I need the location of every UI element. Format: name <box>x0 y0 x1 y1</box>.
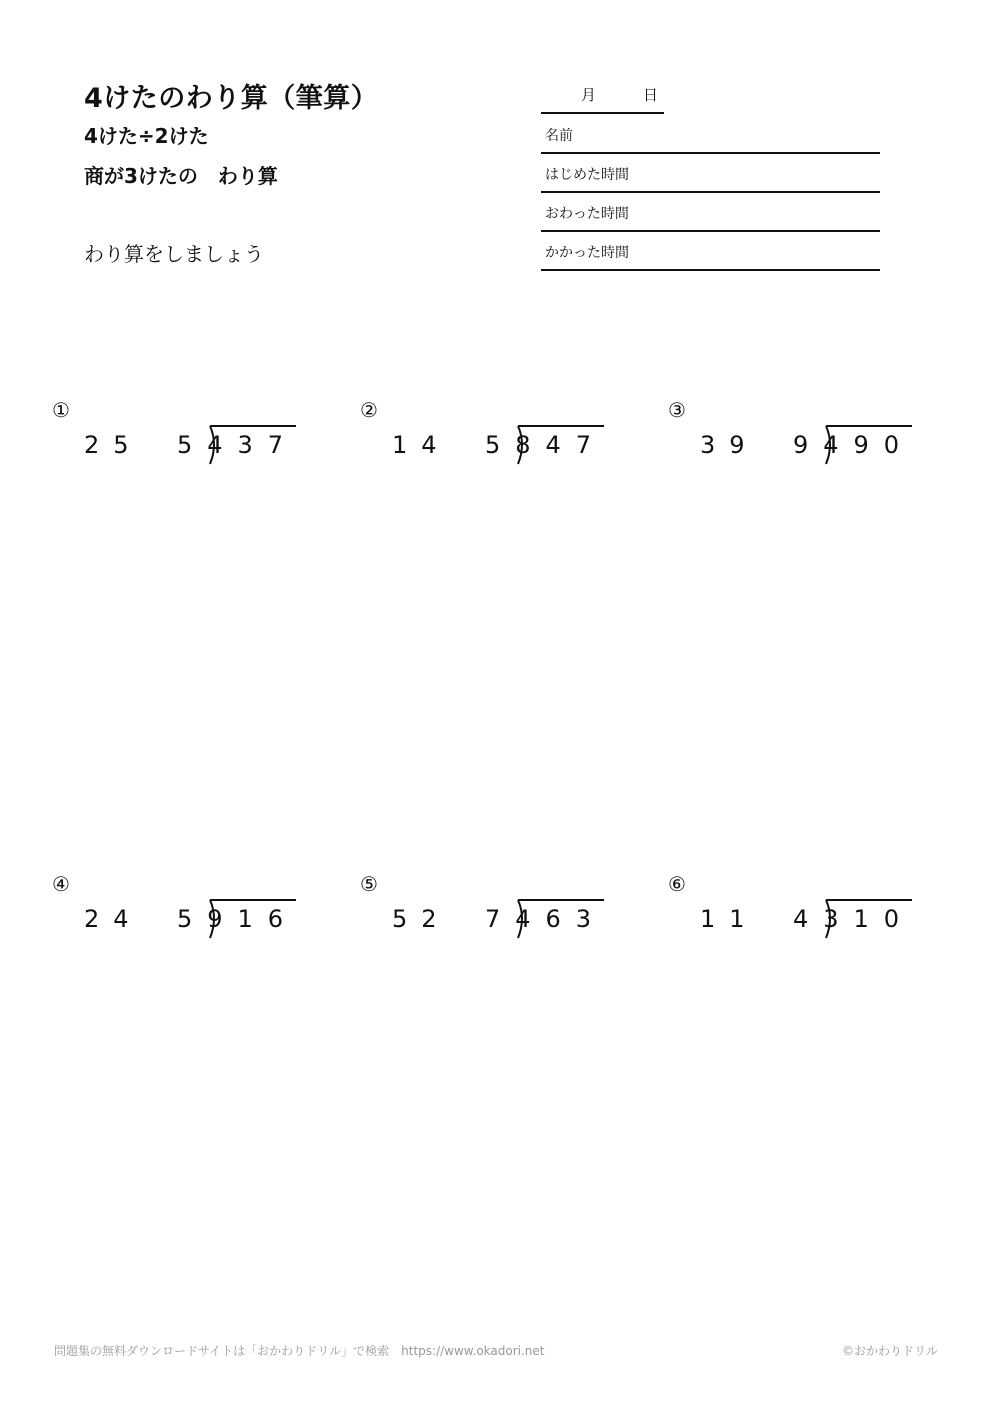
footer-copyright: ©おかわりドリル <box>841 1344 938 1358</box>
problem-6 <box>668 872 918 952</box>
problem-2 <box>360 398 610 478</box>
instruction-text: わり算をしましょう <box>84 242 264 266</box>
problem-5 <box>360 872 610 952</box>
problem-1 <box>52 398 302 478</box>
divisor: 24 <box>84 905 143 933</box>
problem-number: ② <box>360 398 378 422</box>
page-title: 4けたのわり算（筆算） <box>84 83 379 114</box>
start-time-label: はじめた時間 <box>545 167 629 183</box>
day-label: 日 <box>643 86 659 104</box>
problem-4 <box>52 872 302 952</box>
problem-number: ⑤ <box>360 872 378 896</box>
dividend: 5437 <box>177 431 299 459</box>
name-field[interactable] <box>541 115 880 154</box>
date-field[interactable] <box>541 82 664 114</box>
end-time-field[interactable] <box>541 193 880 232</box>
divisor: 14 <box>392 431 451 459</box>
month-label: 月 <box>581 86 597 104</box>
divisor: 25 <box>84 431 143 459</box>
start-time-field[interactable] <box>541 154 880 193</box>
problem-number: ① <box>52 398 70 422</box>
divisor: 39 <box>700 431 759 459</box>
problem-3 <box>668 398 918 478</box>
problem-number: ⑥ <box>668 872 686 896</box>
name-label: 名前 <box>545 128 573 144</box>
duration-label: かかった時間 <box>545 245 629 261</box>
end-time-label: おわった時間 <box>545 206 629 222</box>
problem-number: ③ <box>668 398 686 422</box>
duration-field[interactable] <box>541 232 880 271</box>
subtitle-quotient: 商が3けたの わり算 <box>84 164 278 188</box>
dividend: 4310 <box>793 905 915 933</box>
dividend: 9490 <box>793 431 915 459</box>
divisor: 11 <box>700 905 759 933</box>
subtitle-digits: 4けた÷2けた <box>84 124 209 148</box>
dividend: 7463 <box>485 905 607 933</box>
divisor: 52 <box>392 905 451 933</box>
footer-download-note: 問題集の無料ダウンロードサイトは「おかわりドリル」で検索 https://www.okadori.net <box>54 1344 545 1358</box>
dividend: 5847 <box>485 431 607 459</box>
problem-number: ④ <box>52 872 70 896</box>
dividend: 5916 <box>177 905 299 933</box>
